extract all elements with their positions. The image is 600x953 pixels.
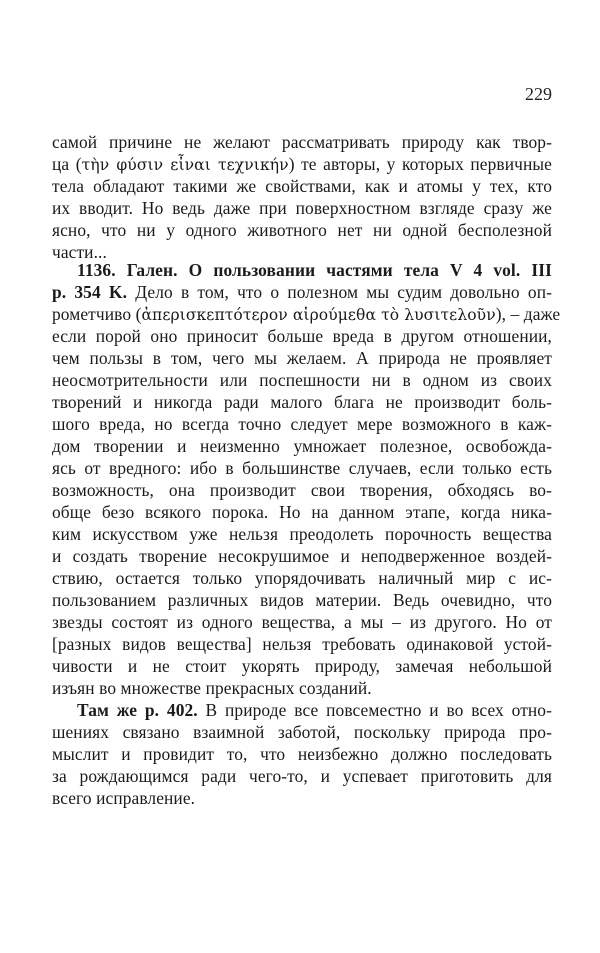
text-line: изъян во множестве прекрасных созданий. xyxy=(52,678,372,698)
text-line: чивости и не стоит укорять природу, замечая небольшой xyxy=(52,656,552,676)
greek-quote: τὴν φύσιν εἶναι τεχνικήν xyxy=(81,156,289,174)
text-line: неосмотрительности или поспешности ни в одном из своих xyxy=(52,370,552,390)
text-line: мыслит и провидит то, что неизбежно должно последовать xyxy=(52,744,552,764)
text-line: за рождающимся ради чего-то, и успевает приготовить для xyxy=(52,766,552,786)
text-line: и создать творение несокрушимое и неподверженное воздей- xyxy=(52,546,552,566)
text-line xyxy=(52,281,552,303)
text-line: части... xyxy=(52,242,107,262)
greek-quote: ἀπερισκεπτότερον αἱρούμεθα τὸ λυσιτελοῦν xyxy=(141,306,496,324)
page-number: 229 xyxy=(525,84,552,104)
text-line: пользованием различных видов материи. Ведь очевидно, что xyxy=(52,590,552,610)
text-line: чем пользы в том, чего мы желаем. А природа не проявляет xyxy=(52,348,552,368)
text-span: ), – даже xyxy=(495,304,561,324)
text-span: Дело в том, что о полезном мы судим довольно оп- xyxy=(127,282,552,302)
text-line: ясно, что ни у одного животного нет ни одной бесполезной xyxy=(52,220,552,240)
text-line: творений и никогда ради малого блага не производит боль- xyxy=(52,392,552,412)
entry-reference: Там же p. 402. xyxy=(77,700,198,720)
text-line: шого вреда, но всегда точно следует мере возможного в каж- xyxy=(52,414,552,434)
text-span: ) те авторы, у которых первичные xyxy=(288,154,552,174)
text-line: тела обладают такими же свойствами, как и атомы у тех, кто xyxy=(52,176,552,196)
text-span: рометчиво ( xyxy=(52,304,142,324)
text-line xyxy=(77,699,552,721)
text-line xyxy=(52,153,552,175)
entry-heading: 1136. Гален. О пользовании частями тела V 4 vol. III xyxy=(77,260,552,280)
text-line: шениях связано взаимной заботой, поскольку природа про- xyxy=(52,722,552,742)
entry-reference: p. 354 K. xyxy=(52,282,128,302)
text-line: ствию, остается только упорядочивать наличный мир с ис- xyxy=(52,568,552,588)
text-span: В природе все повсеместно и во всех отно- xyxy=(197,700,552,720)
text-line: их вводит. Но ведь даже при поверхностном взгляде сразу же xyxy=(52,198,552,218)
text-line: [разных видов вещества] нельзя требовать одинаковой устой- xyxy=(52,634,552,654)
text-line: если порой оно приносит больше вреда в другом отношении, xyxy=(52,326,552,346)
text-line xyxy=(52,303,561,325)
text-line: ким искусством уже нельзя преодолеть порочность вещества xyxy=(52,524,552,544)
text-span: ца ( xyxy=(52,154,82,174)
text-line: возможность, она производит свои творения, обходясь во- xyxy=(52,480,552,500)
text-line: звезды состоят из одного вещества, а мы – из другого. Но от xyxy=(52,612,552,632)
text-line: всего исправление. xyxy=(52,788,196,808)
text-line: самой причине не желают рассматривать природу как твор- xyxy=(52,132,552,152)
text-line: ясь от вредного: ибо в большинстве случаев, если только есть xyxy=(52,458,552,478)
text-line: дом творении и неизменно умножает полезное, освобожда- xyxy=(52,436,552,456)
text-line: обще безо всякого порока. Но на данном этапе, когда ника- xyxy=(52,502,552,522)
